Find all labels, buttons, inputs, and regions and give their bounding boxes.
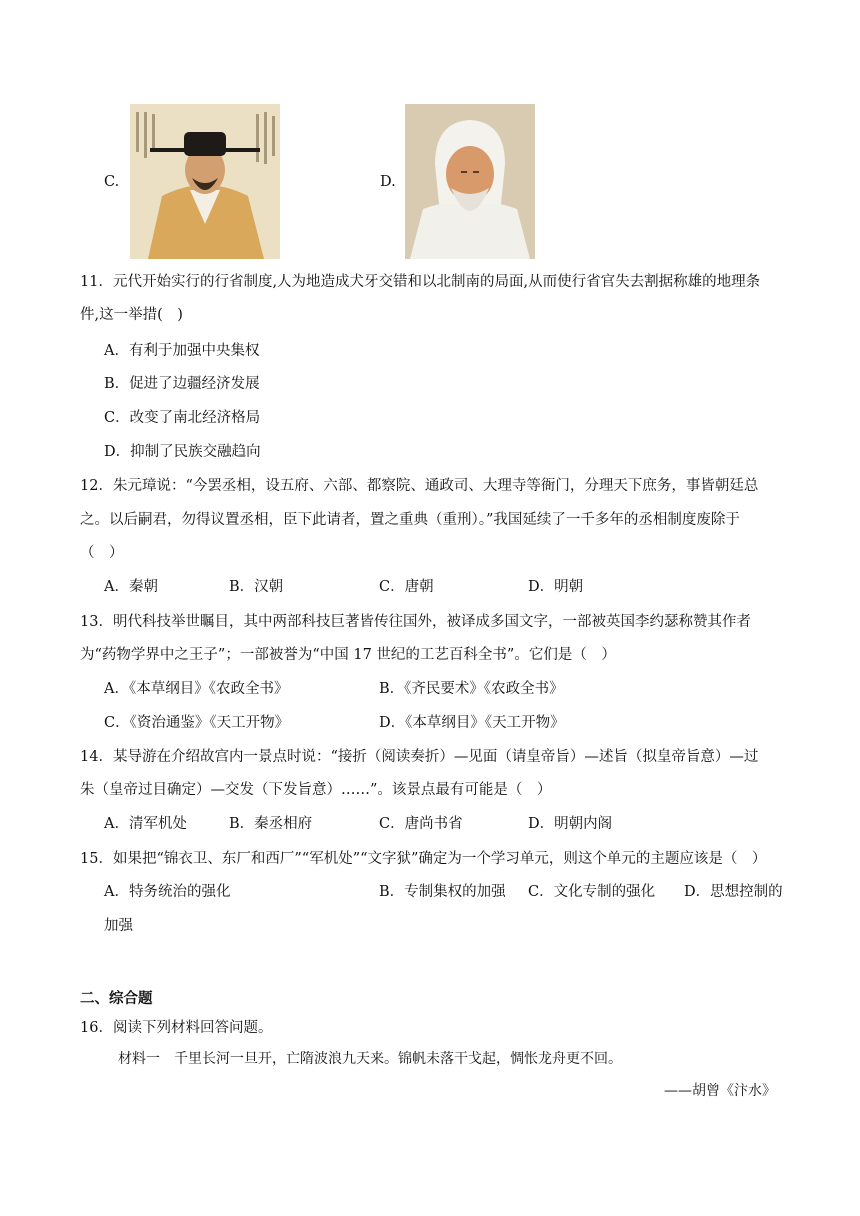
- q13-option-b: B．《齐民要术》《农政全书》: [379, 681, 564, 697]
- question-13-line-1: 13．明代科技举世瞩目，其中两部科技巨著皆传往国外，被译成多国文字，一部被英国李约瑟称赞其作者: [80, 614, 751, 630]
- question-16-line: 16．阅读下列材料回答问题。: [80, 1020, 273, 1036]
- q11-option-a: A．有利于加强中央集权: [104, 343, 260, 359]
- section-heading: 二、综合题: [80, 991, 153, 1007]
- q12-option-a: A．秦朝: [104, 579, 158, 595]
- q13-option-c: C．《资治通鉴》《天工开物》: [104, 715, 290, 731]
- question-15-line-1: 15．如果把“锦衣卫、东厂和西厂”“军机处”“文字狱”确定为一个学习单元，则这个单元的主题应该是（ ）: [80, 851, 767, 867]
- question-12-line-1: 12．朱元璋说：“今罢丞相，设五府、六部、都察院、通政司、大理寺等衙门，分理天下庶务，事皆朝廷总: [80, 478, 759, 494]
- portrait-c-image: [130, 104, 280, 259]
- question-12-line-3: （ ）: [80, 545, 124, 561]
- material-one: 材料一 千里长河一旦开，亡隋波浪九天来。锦帆未落干戈起，惆怅龙舟更不回。: [118, 1051, 622, 1067]
- q14-option-b: B．秦丞相府: [229, 816, 313, 832]
- option-d-label: D.: [380, 174, 396, 190]
- q14-option-c: C．唐尚书省: [379, 816, 463, 832]
- q14-option-a: A．清军机处: [104, 816, 187, 832]
- q14-option-d: D．明朝内阁: [528, 816, 613, 832]
- q13-option-a: A．《本草纲目》《农政全书》: [104, 681, 289, 697]
- q12-option-d: D．明朝: [528, 579, 584, 595]
- question-14-line-1: 14．某导游在介绍故宫内一景点时说：“接折（阅读奏折）—见面（请皇帝旨）—述旨（拟皇帝旨意）—过: [80, 749, 759, 765]
- material-source: ——胡曾《汴水》: [664, 1083, 776, 1099]
- q15-option-a: A．特务统治的强化: [104, 884, 231, 900]
- question-11-line-2: 件,这一举措( ): [80, 307, 183, 323]
- q13-option-d: D．《本草纲目》《天工开物》: [379, 715, 565, 731]
- q15-option-b: B．专制集权的加强: [379, 884, 506, 900]
- question-13-line-2: 为“药物学界中之王子”；一部被誉为“中国 17 世纪的工艺百科全书”。它们是（ ）: [80, 647, 616, 663]
- q15-option-d-continued: 加强: [104, 918, 133, 934]
- question-14-line-2: 朱（皇帝过目确定）—交发（下发旨意）……”。该景点最有可能是（ ）: [80, 782, 552, 798]
- q15-option-d: D．思想控制的: [684, 884, 783, 900]
- option-c-label: C.: [104, 174, 120, 190]
- q11-option-b: B．促进了边疆经济发展: [104, 376, 260, 392]
- q15-option-c: C．文化专制的强化: [528, 884, 656, 900]
- q11-option-d: D．抑制了民族交融趋向: [104, 444, 261, 460]
- portrait-d-image: [405, 104, 535, 259]
- question-12-line-2: 之。以后嗣君，勿得议置丞相，臣下此请者，置之重典（重刑）。”我国延续了一千多年的丞相制度废除于: [80, 512, 740, 528]
- q12-option-b: B．汉朝: [229, 579, 284, 595]
- question-11-line-1: 11．元代开始实行的行省制度,人为地造成犬牙交错和以北制南的局面,从而使行省官失去割据称雄的地理条: [80, 274, 761, 290]
- q12-option-c: C．唐朝: [379, 579, 434, 595]
- q11-option-c: C．改变了南北经济格局: [104, 410, 261, 426]
